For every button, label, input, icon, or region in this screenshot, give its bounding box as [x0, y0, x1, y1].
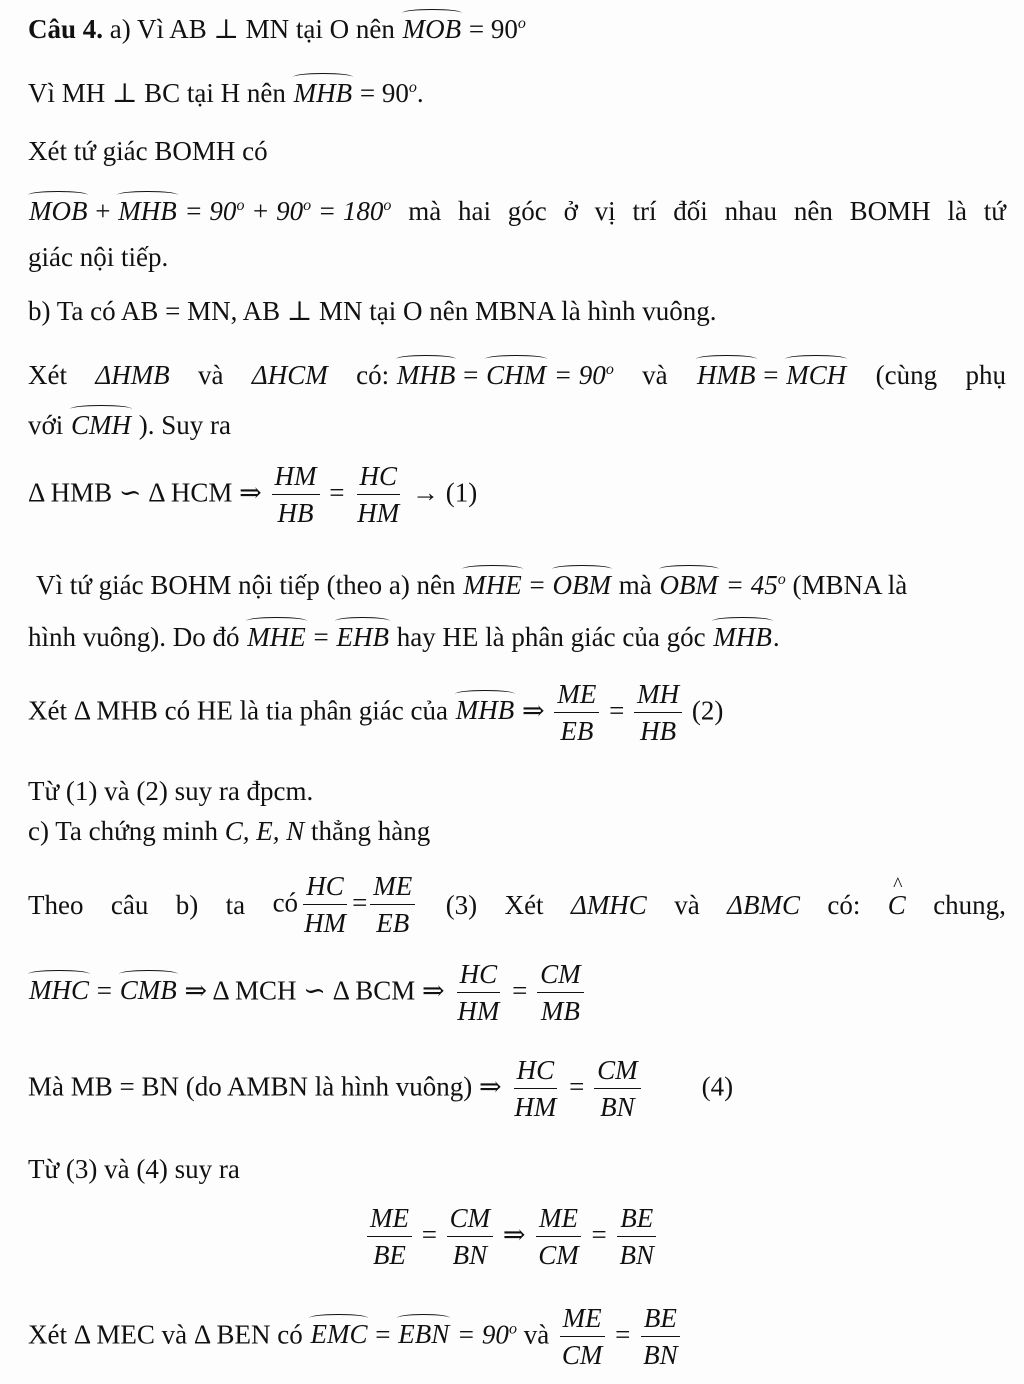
word: mà [408, 196, 442, 226]
degree: o [517, 15, 526, 32]
degree: o [508, 1320, 517, 1338]
word: Xét [504, 889, 544, 920]
fraction [634, 680, 682, 746]
text: = [368, 1319, 398, 1350]
fraction [370, 872, 415, 938]
text: = [322, 477, 352, 508]
angle: MHC [29, 975, 89, 1006]
triangle: ΔBMC [727, 889, 800, 920]
text: = 90 [450, 1319, 509, 1350]
word: Xét [28, 360, 67, 390]
word: phụ [965, 360, 1006, 390]
text: (4) [701, 1071, 734, 1102]
fraction [511, 1056, 559, 1122]
expr [696, 360, 847, 391]
text: → (1) [405, 477, 478, 508]
text: (2) [685, 695, 724, 726]
line-12 [28, 680, 1006, 746]
word: có: [827, 889, 861, 920]
text: . [772, 622, 780, 652]
word: tứ [983, 196, 1006, 226]
triangle: ΔHCM [251, 360, 328, 390]
line-4 [28, 196, 1006, 227]
degree: o [236, 197, 245, 214]
numerator: CM [447, 1204, 494, 1237]
text: = [306, 622, 336, 652]
angle: EMC [310, 1319, 368, 1350]
text: = 180 [311, 196, 384, 226]
numerator: ME [560, 1304, 605, 1337]
fraction [535, 1204, 582, 1270]
numerator: CM [537, 960, 584, 993]
text: mà [612, 570, 659, 600]
numerator: ME [367, 1204, 412, 1237]
question-heading: Câu 4. [28, 14, 104, 44]
angle: OBM [659, 570, 718, 600]
denominator: BN [643, 1339, 678, 1370]
text: (MBNA là [785, 570, 908, 600]
word: là [947, 196, 967, 226]
angle: MOB [402, 14, 462, 44]
text: = [602, 695, 632, 726]
line-3: Xét tứ giác BOMH có [28, 136, 268, 166]
angle: MHB [455, 695, 515, 726]
text: = [608, 1319, 638, 1350]
text: = [505, 975, 535, 1006]
word: nhau [724, 196, 778, 226]
fraction [559, 1304, 606, 1370]
fraction [554, 680, 599, 746]
line-13: Từ (1) và (2) suy ra đpcm. [28, 776, 314, 806]
fraction [354, 462, 402, 528]
text: Xét Δ MHB có HE là tia phân giác của [28, 695, 455, 726]
word: vị [594, 196, 616, 226]
line-9 [28, 462, 1006, 528]
word: trí [632, 196, 657, 226]
word: chung, [933, 889, 1006, 920]
line-11 [28, 622, 1006, 653]
denominator: CM [538, 1239, 579, 1270]
line-5: giác nội tiếp. [28, 242, 169, 272]
denominator: HM [514, 1091, 557, 1122]
angle: OBM [552, 570, 611, 600]
denominator: BE [372, 1239, 406, 1270]
angle: MHE [247, 622, 306, 652]
denominator: EB [376, 907, 410, 938]
word: BOMH [849, 196, 931, 226]
text: Xét Δ MEC và Δ BEN có [28, 1319, 310, 1350]
text: = [763, 360, 779, 390]
angle: MHE [463, 570, 522, 600]
denominator: HM [457, 995, 500, 1026]
text: = 90 [353, 78, 409, 108]
denominator: HM [357, 497, 400, 528]
text: hình vuông). Do đó [28, 622, 247, 652]
text: và [516, 1319, 556, 1350]
denominator: MB [540, 995, 580, 1026]
word: ở [563, 196, 578, 226]
numerator: MH [634, 680, 682, 713]
angle: EBN [398, 1319, 450, 1350]
fraction [301, 872, 349, 938]
expr [356, 360, 614, 391]
line-16 [28, 960, 1006, 1026]
line-1 [28, 14, 1006, 45]
word: hai [458, 196, 491, 226]
numerator: HM [272, 462, 320, 495]
text: = [562, 1071, 592, 1102]
fraction [454, 960, 502, 1026]
text: = [90, 975, 119, 1006]
fraction [367, 1204, 412, 1270]
line-6: b) Ta có AB = MN, AB ⊥ MN tại O nên MBNA là hình vuông. [28, 296, 717, 326]
angle: MHB [118, 196, 177, 226]
degree: o [383, 197, 392, 214]
numerator: BE [641, 1304, 680, 1337]
numerator: ME [370, 872, 415, 905]
numerator: BE [617, 1204, 656, 1237]
denominator: CM [561, 1339, 603, 1370]
angle: ^ C [888, 890, 906, 921]
points: C, E, N [224, 816, 305, 846]
text: thẳng hàng [304, 816, 431, 846]
denominator: EB [560, 715, 594, 746]
word: nên [793, 196, 833, 226]
numerator: ME [554, 680, 599, 713]
text: ⇒ Δ MCH ∽ Δ BCM ⇒ [177, 975, 452, 1006]
line-20 [28, 1304, 1006, 1370]
fraction [640, 1304, 681, 1370]
text: ⇒ [515, 695, 552, 726]
angle: MHB [396, 360, 456, 390]
fraction [594, 1056, 641, 1122]
denominator: BN [619, 1239, 655, 1270]
angle: MCH [786, 360, 847, 390]
text: = 45 [718, 570, 778, 600]
text: Vì MH ⊥ BC tại H nên [28, 78, 293, 108]
denominator: BN [452, 1239, 488, 1270]
text: Vì tứ giác BOHM nội tiếp (theo a) nên [36, 570, 463, 600]
numerator: ME [536, 1204, 581, 1237]
angle: EHB [336, 622, 389, 652]
text: Δ HMB ∽ Δ HCM ⇒ [28, 477, 269, 508]
text: với [28, 410, 71, 440]
denominator: HM [304, 907, 347, 938]
denominator: HB [640, 715, 677, 746]
line-17 [28, 1056, 1006, 1122]
line-18: Từ (3) và (4) suy ra [28, 1154, 240, 1184]
word: câu [110, 889, 149, 920]
word: Theo [28, 889, 84, 920]
text: + 90 [244, 196, 304, 226]
line-15 [28, 872, 1006, 938]
text: = 90 [553, 360, 606, 390]
line-10 [36, 570, 1006, 601]
degree: o [408, 79, 417, 96]
text: + [88, 196, 118, 226]
expr [273, 872, 419, 938]
text: = 90 [462, 14, 518, 44]
text: a) Vì AB ⊥ MN tại O nên [103, 14, 402, 44]
angle: CHM [486, 360, 547, 390]
word: b) [175, 889, 199, 920]
word: và [674, 889, 700, 920]
degree: o [777, 571, 786, 588]
text: . [416, 78, 424, 108]
text: ⇒ [496, 1219, 533, 1250]
numerator: CM [594, 1056, 641, 1089]
degree: o [303, 197, 312, 214]
word: (cùng [875, 360, 938, 390]
denominator: BN [600, 1091, 635, 1122]
word: đối [673, 196, 708, 226]
word: (3) [445, 889, 478, 920]
fraction [272, 462, 320, 528]
numerator: HC [457, 960, 501, 993]
expr [28, 196, 391, 227]
degree: o [605, 361, 614, 378]
angle: MOB [29, 196, 88, 226]
angle: CMH [71, 410, 132, 440]
text: = [584, 1219, 614, 1250]
fraction [537, 960, 584, 1026]
text: Mà MB = BN (do AMBN là hình vuông) ⇒ [28, 1071, 509, 1102]
denominator: HB [277, 497, 314, 528]
angle: CMB [119, 975, 177, 1006]
numerator: HC [514, 1056, 558, 1089]
text: = 90 [177, 196, 237, 226]
text: ). Suy ra [132, 410, 232, 440]
angle: HMB [697, 360, 756, 390]
text: c) Ta chứng minh [28, 816, 225, 846]
word: ta [225, 889, 246, 920]
fraction [617, 1204, 658, 1270]
line-2 [28, 78, 1006, 109]
line-8 [28, 410, 1006, 441]
word: và [642, 360, 668, 390]
line-14 [28, 816, 1006, 847]
text: = [522, 570, 552, 600]
angle: MHB [713, 622, 772, 652]
triangle: ΔMHC [570, 889, 647, 920]
text: = [352, 887, 368, 918]
numerator: HC [303, 872, 347, 905]
text: hay HE là phân giác của góc [389, 622, 713, 652]
numerator: HC [357, 462, 401, 495]
line-7 [28, 360, 1006, 391]
word: và [198, 360, 224, 390]
text: có: [356, 360, 390, 390]
text: = [414, 1219, 444, 1250]
text: = [463, 360, 479, 390]
triangle: ΔHMB [95, 360, 170, 390]
word: góc [507, 196, 547, 226]
angle: MHB [293, 78, 353, 108]
fraction [447, 1204, 494, 1270]
line-19 [0, 1204, 1024, 1270]
text: có [272, 887, 299, 918]
